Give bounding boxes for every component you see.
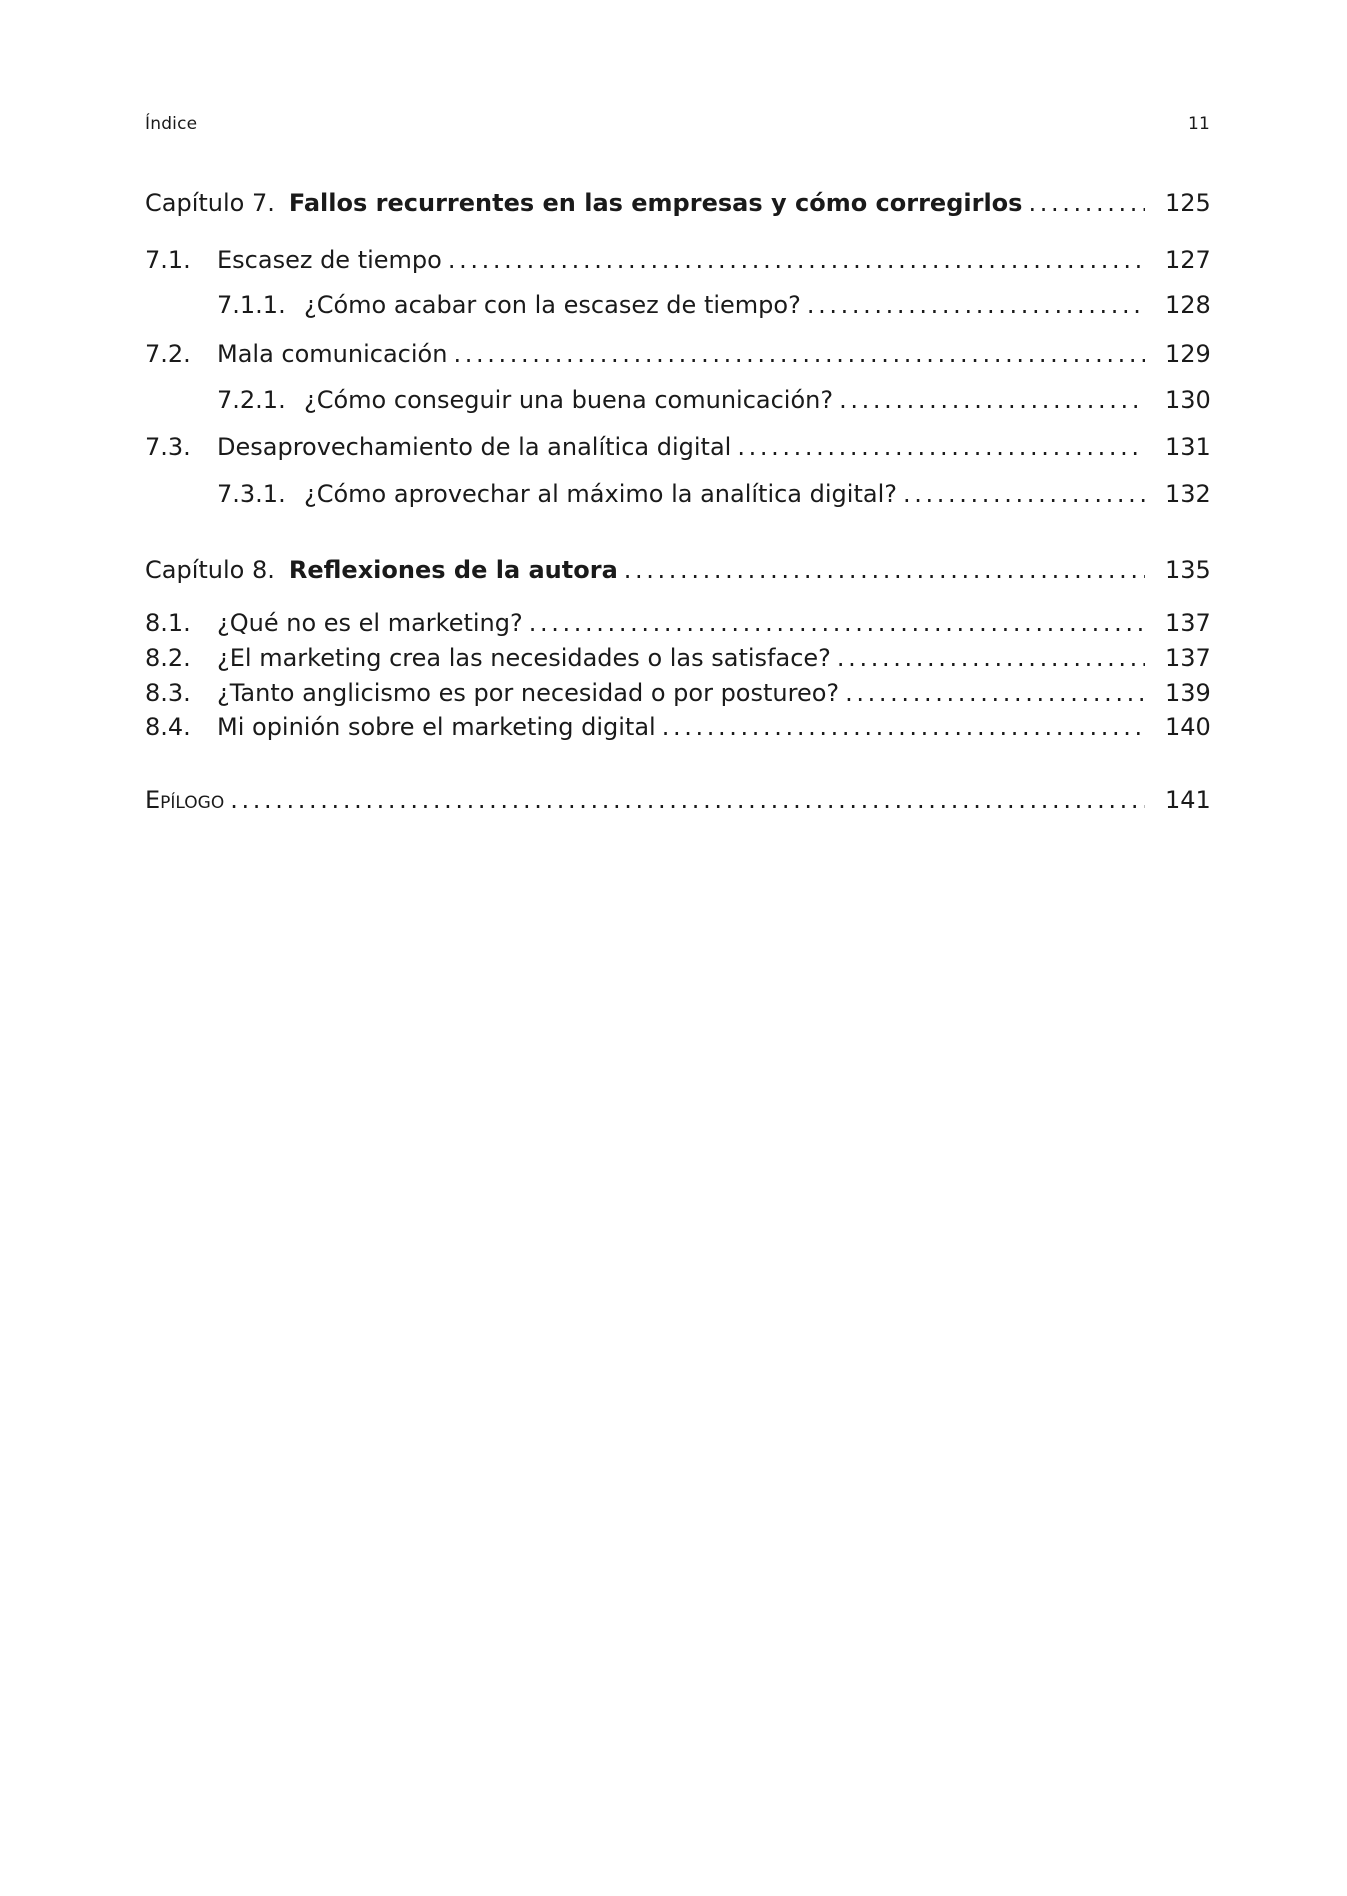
dot-leader: [731, 430, 1145, 464]
toc-subsection-7-2-1[interactable]: [145, 383, 1210, 417]
page-number: 141: [1165, 786, 1211, 814]
toc-section-8-3[interactable]: [145, 676, 1210, 710]
page-number: 128: [1165, 291, 1211, 319]
subsection-number: 7.3.1.: [217, 480, 286, 508]
toc-subsection-7-1-1[interactable]: [145, 288, 1210, 322]
subsection-number: 7.1.1.: [217, 291, 286, 319]
dot-leader: [656, 710, 1145, 744]
page-number: 127: [1165, 246, 1211, 274]
running-head-section: Índice: [145, 114, 198, 134]
subsection-title: ¿Cómo conseguir una buena comunicación?: [304, 386, 834, 414]
toc-section-7-2[interactable]: [145, 337, 1210, 371]
page-number: 129: [1165, 340, 1211, 368]
page-number: 140: [1165, 713, 1211, 741]
dot-leader: [801, 288, 1145, 322]
dot-leader: [1022, 186, 1145, 220]
chapter-label: Capítulo 8.: [145, 556, 275, 584]
subsection-title: ¿Cómo acabar con la escasez de tiempo?: [304, 291, 801, 319]
dot-leader: [447, 337, 1145, 371]
dot-leader: [618, 553, 1145, 587]
section-number: 8.2.: [145, 644, 191, 672]
epilogo-title: Epílogo: [145, 786, 225, 814]
section-number: 8.3.: [145, 679, 191, 707]
toc-section-7-3[interactable]: [145, 430, 1210, 464]
toc-section-8-1[interactable]: [145, 606, 1210, 640]
chapter-title: Reflexiones de la autora: [288, 556, 618, 584]
dot-leader: [833, 383, 1145, 417]
toc-section-7-1[interactable]: [145, 243, 1210, 277]
toc-subsection-7-3-1[interactable]: [145, 477, 1210, 511]
section-title: ¿Tanto anglicismo es por necesidad o por postureo?: [217, 679, 840, 707]
subsection-title: ¿Cómo aprovechar al máximo la analítica digital?: [304, 480, 897, 508]
chapter-label: Capítulo 7.: [145, 189, 275, 217]
section-title: Mi opinión sobre el marketing digital: [217, 713, 656, 741]
section-title: Mala comunicación: [217, 340, 448, 368]
page-number: 137: [1165, 609, 1211, 637]
section-title: ¿El marketing crea las necesidades o las satisface?: [217, 644, 831, 672]
section-number: 7.1.: [145, 246, 191, 274]
dot-leader: [523, 606, 1145, 640]
section-title: Desaprovechamiento de la analítica digital: [217, 433, 732, 461]
running-head-page-number: 11: [1187, 114, 1210, 134]
subsection-number: 7.2.1.: [217, 386, 286, 414]
section-number: 8.4.: [145, 713, 191, 741]
toc-chapter-8[interactable]: [145, 553, 1210, 587]
page-number: 137: [1165, 644, 1211, 672]
page-number: 131: [1165, 433, 1211, 461]
chapter-title: Fallos recurrentes en las empresas y cómo corregirlos: [288, 189, 1023, 217]
page-number: 132: [1165, 480, 1211, 508]
page-number: 139: [1165, 679, 1211, 707]
section-title: ¿Qué no es el marketing?: [217, 609, 523, 637]
toc-chapter-7[interactable]: [145, 186, 1210, 220]
page-number: 125: [1165, 189, 1211, 217]
dot-leader: [224, 783, 1145, 817]
toc-epilogo[interactable]: [145, 783, 1210, 817]
section-title: Escasez de tiempo: [217, 246, 442, 274]
toc-section-8-4[interactable]: [145, 710, 1210, 744]
page-number: 130: [1165, 386, 1211, 414]
dot-leader: [897, 477, 1145, 511]
section-number: 7.2.: [145, 340, 191, 368]
section-number: 8.1.: [145, 609, 191, 637]
toc-section-8-2[interactable]: [145, 641, 1210, 675]
dot-leader: [831, 641, 1145, 675]
section-number: 7.3.: [145, 433, 191, 461]
page-number: 135: [1165, 556, 1211, 584]
dot-leader: [442, 243, 1145, 277]
dot-leader: [839, 676, 1145, 710]
